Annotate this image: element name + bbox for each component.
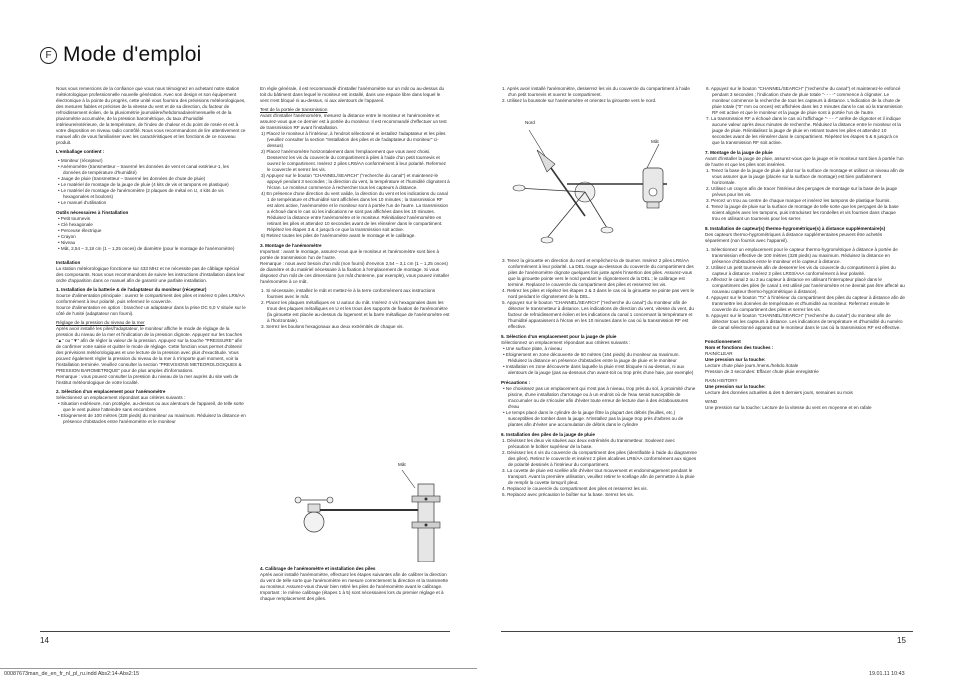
list-item: 2. Placez les plaques métalliques en U autour du mât. Insérez 4 vis hexagonales dans les trous des plaques métalliques en U et les trous des supports de fixation de l'anémomètre (la girouette est placée au-dessus du logement et la barre métallique de l'anémomètre est à l'horizontale).	[261, 300, 450, 323]
paragraph: Avant d'installer l'anémomètre, mesurez la distance entre le moniteur et l'anémomètre et assurez-vous que ce dernier est à portée du moniteur. Il est recommandé d'effectuer un test de transmission RF avant l'installation.	[260, 113, 447, 130]
list-item: 2. Utilisez un petit tournevis afin de desserrer les vis du couvercle du compartiment à piles du capteur à distance. Insérez 2 piles LR03/AAA conformément à leur polarité.	[706, 265, 896, 276]
section-heading: 8. Installation de capteur(s) thermo-hygrométrique(s) à distance supplémentaire(s)	[705, 226, 886, 231]
right-page	[477, 0, 954, 696]
paragraph: Source d'alimentation principale : ouvrez le compartiment des piles et insérez 6 piles LR6/AA conformément à leur polarité, puis refermez le couvercle.	[56, 293, 245, 304]
list-item: 3. Tenez la girouette en direction du nord et empêchez-la de tourner. Insérez 2 piles LR6/AA conformément à leur polarité. La DEL rouge au-dessous du couvercle du compartiment des piles de l'anémomètre clignote quelques fois juste après l'insertion des piles. Assurez-vous que la girouette pointe vers le nord pendant le clignotement de la DEL ; le calibrage est terminé. Replacez le couvercle du compartiment des piles et resserrez les vis.	[502, 258, 694, 287]
list-item: 2. Utilisez un crayon afin de tracer l'intérieur des perçages de montage sur la base de la jauge prévus pour les vis.	[706, 186, 898, 197]
list-item: • Eloignement en zone découverte de 50 mètres (164 pieds) du moniteur au maximum. Réduisez la distance en présence d'obstacles entre la jauge de pluie et le moniteur	[503, 352, 680, 363]
list-item: • Le temps placé dans le cylindre de la jauge filtre la plupart des débris (feuilles, etc.) susceptibles de tomber dans la jauge. N'installez pas la jauge trop près d'arbres ou de plantes afin d'éviter une accumulation de débris dans le cylindre	[503, 410, 684, 427]
list-item: 2. Dévissez les 4 vis du couvercle du compartiment des piles (identifiable à l'aide du diagramme des piles). Retirez le couvercle et insérez 2 piles alcalines LR6/AA conformément aux signes de polarité dessinés à l'intérieur du compartiment.	[502, 450, 697, 467]
list-item: 5) Retirez toutes les piles de l'anémomètre avant le montage et le calibrage.	[261, 233, 416, 238]
section-heading: 2. Sélection d'un emplacement pour l'anémomètre	[56, 389, 166, 394]
list-item: • Le manuel d'utilisation	[58, 200, 107, 205]
list-item: 4. Tenez la jauge de pluie sur la surface de montage de telle sorte que les perçages de la base soient alignés avec les tampons, puis introduisez les rondelles et vis fournies dans chaque trou en utilisant un tournevis pour les serrer.	[706, 204, 899, 221]
page-header	[40, 40, 202, 70]
list-item: • Anémomètre (transmetteur – traverné les données de vent et canal extérieur-1, les données de température d'humidité)	[58, 164, 229, 175]
installation-heading: Installation	[56, 260, 81, 265]
list-item: 1) Placez le moniteur à l'intérieur, à l'endroit sélectionné et installez l'adaptateur et les piles (veuillez consulter la section "Installation des piles et de l'adaptateur du moniteur" ci-dessus)	[261, 131, 446, 148]
note-paragraph: Remarque : vous pouvez consulter la pression du niveau de la mer auprès du site web de l'institut météorologique de votre localité.	[56, 374, 239, 385]
button-action: Lecture des données actuelles & des 6 derniers jours, semaines ou mois	[705, 390, 853, 395]
list-item: 1. Dévissez les deux vis situées aux deux extrémités du transmetteur. Soulevez avec précaution le boîtier supérieur de la base.	[502, 438, 675, 449]
column-3a	[501, 86, 697, 116]
buttons-heading: Nom et fonctions des touches :	[705, 345, 774, 350]
list-item: • Installation en zone découverte dans laquelle la pluie n'est bloquée ni au-dessus, ni aux alentours de la jauge (pas au-dessous d'un avant-toit ou trop près d'une haie, par exemple)	[503, 364, 694, 375]
tools-heading: Outils nécessaires à l'installation	[56, 210, 129, 215]
list-item: • Clé hexagonale	[58, 222, 93, 227]
button-name: RAIN HISTORY	[705, 378, 738, 383]
section-heading: 1. Installation de la batterie & de l'adaptateur du moniteur (récepteur)	[56, 287, 207, 292]
intro-paragraph: Nous vous remercions de la confiance que vous nous témoignez en achetant notre station météorologique professionnelle nouvelle génération. Avec son design et son équipement électronique à la pointe du progrès, cette unité vous fournira des prévisions météorologiques, des mesures fiables et précises de la vitesse du vent et de sa direction, du facteur de refroidissement éolien, de la pluviométrie journalière/hebdomadaire/mensuelle et de la pluviométrie accumulée, de la pression barométrique, du taux d'humidité intérieure/extérieure, de la température, de l'index de chaleur et du point de rosée et est à votre disposition en niveau radio contrôlé. Nous vous recommandons de lire attentivement ce manuel afin de vous familiariser avec les caractéristiques et les fonctions de ce nouveau produit.	[56, 86, 246, 145]
paragraph: Des capteurs thermo-hygrométriques à distance supplémentaires peuvent être achetés séparément (non fournis avec l'appareil).	[705, 232, 883, 243]
page-title: Mode d'emploi	[63, 43, 202, 66]
button-action: Lecture chute pluie journ./mens./hebdo./totale	[705, 363, 799, 368]
page-number: 14	[40, 636, 49, 645]
note-paragraph: Important : le même calibrage (étapes 1 à 5) sont nécessaires lors du premier réglage et à chaque remplacement des piles.	[260, 590, 444, 601]
list-item: • Le matériel de montage de l'anémomètre (2 plaques de métal en U, 4 kits de vis hexagonales et boulons)	[58, 188, 224, 199]
print-date-info: 19.01.11 10:43	[869, 671, 905, 677]
list-item: 4. Appuyez sur le bouton "Tx" à l'intérieur du compartiment des piles du capteur à distance afin de transmettre les données de température et d'humidité au moniteur. Refermez ensuite le couvercle du compartiment des piles et serrez les vis.	[706, 295, 905, 312]
list-item: • Mât, 2,54 – 3,18 cm (1 – 1,25 onces) de diamètre (pour le montage de l'anémomètre)	[58, 246, 235, 251]
list-item: 5. Replacez avec précaution le boîtier sur la base. Serrez les vis.	[502, 492, 635, 497]
button-action-label: Une pression sur la touche:	[705, 384, 766, 389]
list-item: • Moniteur (récepteur)	[58, 158, 103, 163]
list-item: 6. Appuyez sur le bouton "CHANNEL/SEARCH" ("recherche du canal") et maintenez-le enfoncé pendant 3 secondes ; l'indication chute de pluie totale "- - - -" commence à clignoter. Le moniteur commence la recherche de tous les capteurs à distance. L'indication de la chute de pluie totale ("0" mm ou onces) est affichées dans les 2 minutes dans le cas où la transmission RF est active et que le moniteur et la jauge de pluie sont à portée l'un de l'autre.	[706, 86, 903, 115]
mast-label: Mât	[398, 462, 406, 467]
list-item: • Situation extérieure, non protégée, au-dessus ou aux alentours de l'appareil, de telle sorte que le vent puisse l'atteindre sans encombres	[58, 401, 244, 412]
column-2	[260, 86, 450, 466]
paragraph: Après avoir installé l'anémomètre, effectuez les étapes suivantes afin de calibrer la direction du vent de telle sorte que l'anémomètre en mesure correctement la direction et la transmette au moniteur. Assurez-vous d'avoir bien retiré les piles de l'anémomètre avant le calibrage.	[260, 572, 449, 589]
package-contents-heading: L'emballage contient :	[56, 149, 105, 154]
list-item: 5. Appuyez sur le bouton "CHANNEL/SEARCH" ("recherche du canal") du moniteur afin de détecter tous les capteurs à distance. Les indications de température et d'humidité du numéro de canal sélectionné apparait sur le moniteur dans le cas où la transmission RF est effective.	[706, 313, 903, 330]
list-item: 5. Appuyez sur le bouton "CHANNEL/SEARCH" ("recherche du canal") du moniteur afin de détecter le transmetteur à distance. Les indications de direction du vent, vitesse du vent, du facteur de refroidissement éolien et les indications du canal 1 concernant la température et l'humidité apparaissent à l'écran en les 10 minutes dans le cas où la transmission RF est effective.	[502, 300, 694, 329]
list-item: • Eloignement de 100 mètres (328 pieds) du moniteur au maximum. Réduisez la distance en présence d'obstacles entre l'anémomètre et le moniteur	[58, 413, 246, 424]
precautions-heading: Précautions :	[501, 380, 531, 385]
button-action: Pression de 3 secondes: Effacer chute pluie enregistrée	[705, 369, 819, 374]
section-heading: 4. Calibrage de l'anémomètre et installation des piles	[260, 566, 376, 571]
list-item: • Le matériel de montage de la jauge de pluie (4 kits de vis et tampons en plastique)	[58, 182, 229, 187]
list-item: • Une surface plate, à niveau	[503, 346, 562, 351]
section-heading: 5. Sélection d'un emplacement pour la jauge de pluie	[501, 334, 617, 339]
section-heading: 7. Montage de la jauge de pluie	[705, 150, 773, 155]
list-item: 1. Après avoir installé l'anémomètre, desserrez les vis du couvercle du compartiment à l'aide d'un petit tournevis et ouvrez le compartiment.	[502, 86, 690, 97]
paragraph: Sélectionnez un emplacement répondant aux critères suivants :	[501, 340, 631, 345]
list-item: • Petit tournevis	[58, 216, 90, 221]
list-item: 2. Utilisez la boussole sur l'anémomètre et orientez la girouette vers le nord.	[502, 98, 657, 103]
paragraph: Important : avant le montage, assurez-vous que le moniteur et l'anémomètre sont bien à portée de transmission l'un de l'autre.	[260, 249, 440, 260]
paragraph: La station météorologique fonctionne sur 433 MHz et ne nécessite pas de câblage spécial des composants. Nous vous recommandons de suivre les instructions d'installation dans leur ordre d'apparition dans ce manuel afin de garantir une parfaite installation.	[56, 266, 245, 283]
paragraph: Avant d'installer la jauge de pluie, assurez-vous que la jauge et le moniteur sont bien à portée l'un de l'autre et que les piles sont insérées.	[705, 156, 904, 167]
list-item: 2) Placez l'anémomètre horizontalement dans l'emplacement que vous avez choisi. Desserrez les vis du couvercle du compartiment à piles à l'aide d'un petit tournevis et ouvrez le compartiment. Insérez 2 piles LR6/AA conformément à leur polarité. Refermez le couvercle et serrez les vis.	[261, 149, 446, 172]
page-number: 15	[897, 636, 906, 645]
column-4	[705, 86, 905, 606]
subsection-heading: Réglage de la pression du niveau de la mer	[56, 320, 145, 325]
list-item: 7. La transmission RF a échoué dans le cas où l'affichage "- - - -" arrête de clignoter et il indique aucune valeur après deux minutes de recherche. Réduisez la distance entre le moniteur et la jauge de pluie. Réinitialisez la jauge de pluie en retirant toutes les piles et attendez 10 secondes avant de les réinsérer dans le compartiment. Répétez les étapes 5 & 6 jusqu'à ce que la transmission RF soit active.	[706, 116, 901, 145]
paragraph: Source d'alimentation en option : branchez un adaptateur dans la prise DC 6,0 V située sur le côté de l'unité (adaptateur non fourni).	[56, 305, 246, 316]
note-paragraph: Remarque : nous avez besoin d'un mât (non fourni) d'environ 2,54 – 3,1 cm (1 – 1,25 onces) de diamètre et du matériel nécessaire à la fixation à l'emplacement de montage. Si vous disposez d'un mât de ces dimensions (un mât d'antenne, par exemple), vous pouvez installer l'anémomètre à ce mât.	[260, 261, 450, 284]
list-item: • Perceuse électrique	[58, 228, 102, 233]
list-item: 3. Affectez le canal 2 ou 3 au capteur à distance en utilisant l'interrupteur placé dans le compartiment des piles (le canal 1 est utilisé par l'anémomètre et ne devrait pas être affecté au nouveau capteur thermo-hygrométrique à distance).	[706, 277, 905, 294]
list-item: 4. Retirez les piles et répétez les étapes 2 & 3 dans le cas où la girouette ne pointe pas vers le nord pendant le clignotement de la DEL.	[502, 288, 695, 299]
list-item: 3) Appuyez sur le bouton "CHANNEL/SEARCH" ("recherche du canal") et maintenez-le appuyé pendant 3 secondes ; la direction du vent, la température et l'humidité clignotent à l'écran. Le moniteur commence à rechercher tous les capteurs à distance.	[261, 173, 450, 190]
list-item: 3. Serrez les boulons hexagonaux aux deux extrémités de chaque vis.	[261, 324, 404, 329]
button-action-label: Une pression sur la touche:	[705, 357, 766, 362]
anemometer-calibration-illustration	[507, 128, 697, 250]
language-badge: F	[40, 47, 57, 64]
column-2b	[260, 566, 450, 624]
subsection-heading: Test de la portée de transmission	[260, 107, 328, 112]
list-item: 3. La cuvette de pluie est scellée afin d'éviter tout mouvement et endommagement pendant le transport. Avant la première utilisation, veuillez retirer le scellage afin de permettre à la pluie de remplir la cuvette lorsqu'il pleut.	[502, 468, 695, 485]
mast-label: Mât	[651, 139, 659, 144]
operation-heading: Fonctionnement	[705, 339, 741, 344]
button-name: RAIN/CLEAR	[705, 351, 733, 356]
list-item: • Ne choisissez pas un emplacement qui n'est pas à niveau, trop près du sol, à proximité d'une piscine, d'une installation d'arrosage ou à un endroit où de l'eau serait susceptible de s'accumuler ou de s'écouler afin d'éviter toute erreur de lecture due à des éclaboussures d'eau	[503, 386, 696, 409]
paragraph: Sélectionnez un emplacement répondant aux critères suivants :	[56, 395, 186, 400]
print-file-info: 00087673man_de_en_fr_nl_pl_ru.indd Abs2:14-Abs2:15	[4, 671, 140, 677]
list-item: 3. Percez un trou au centre de chaque marque et insérez les tampons de plastique fournis.	[706, 198, 891, 203]
footer-rule	[40, 631, 450, 632]
list-item: 1. Sélectionnez un emplacement pour le capteur thermo-hygrométrique à distance à portée de transmission effective de 100 mètres (328 pieds) au maximum. Réduisez la distance en présence d'obstacles entre le moniteur et le capteur à distance.	[706, 247, 898, 264]
column-3	[501, 258, 697, 606]
list-item: 4) En présence d'une direction du vent valide, la direction du vent et les indications du canal 1 de température et d'humidité sont affichées dans les 10 minutes ; la transmission RF est alors active, l'anémomètre et le moniteur sont à portée l'un de l'autre. La transmission a échoué dans le cas où les indications ne sont pas affichées dans les 10 minutes. Réduisez la distance entre l'anémomètre et le moniteur. Réinitialisez l'anémomètre en retirant les piles et attendez 10 secondes avant de les réinsérer dans le compartiment. Répétez les étapes 3 & 4 jusqu'à ce que la transmission soit active.	[261, 191, 449, 232]
list-item: • Crayon	[58, 234, 76, 239]
section-heading: 3. Montage de l'anémomètre	[260, 243, 322, 248]
list-item: 1. Si nécessaire, installez le mât et mettez-le à la terre conformément aux instructions fournies avec le mât.	[261, 288, 436, 299]
footer-rule	[501, 631, 913, 632]
column-1	[56, 86, 246, 606]
button-name: WIND	[705, 399, 718, 404]
north-label: Nord	[525, 120, 535, 125]
section-heading: 6. Installation des piles de la jauge de pluie	[501, 432, 595, 437]
list-item: • Niveau	[58, 240, 76, 245]
list-item: • Jauge de pluie (transmetteur – traverné les données de chute de pluie)	[58, 176, 206, 181]
list-item: 1. Tenez la base de la jauge de pluie à plat sur la surface de montage et utilisez un niveau afin de vous assurer que la jauge (placée sur la surface de montage) est bien parfaitement horizontale.	[706, 168, 905, 185]
anemometer-mount-illustration	[290, 470, 450, 562]
list-item: 4. Replacez le couvercle du compartiment des piles et resserrez les vis.	[502, 486, 648, 491]
button-action: Une pression sur la touche: Lecture de la vitesse du vent en moyenne et en rafale	[705, 405, 872, 410]
paragraph: En règle générale, il est recommandé d'installer l'anémomètre sur un mât ou au-dessus du toit du bâtiment dans lequel le moniteur est installé, dans une espace libre dans lequel le vent n'est bloqué ni au-dessus, ni aux alentours de l'appareil.	[260, 86, 445, 103]
paragraph: Après avoir installé les piles/l'adaptateur, le moniteur affiche le mode de réglage de la pression du niveau de la mer et l'indication de la pression clignote. Appuyez sur les touches "▲" ou "▼" afin de régler la valeur de la pression. Appuyez sur la touche "PRESSURE" afin de confirmer votre saisie et quitter le mode de réglage. Cette fonction vous permet d'obtenir des prévisions météorologiques et une lecture de la pression avec plus d'exactitude. Vous pouvez également régler la pression du niveau de la mer à n'importe quel moment, voir la l'installation terminée. Veuillez consulter la section "PREVISIONS METEOROLOGIQUES & PRESSION BAROMETRIQUE" pour de plus amples d'informations.	[56, 326, 243, 373]
